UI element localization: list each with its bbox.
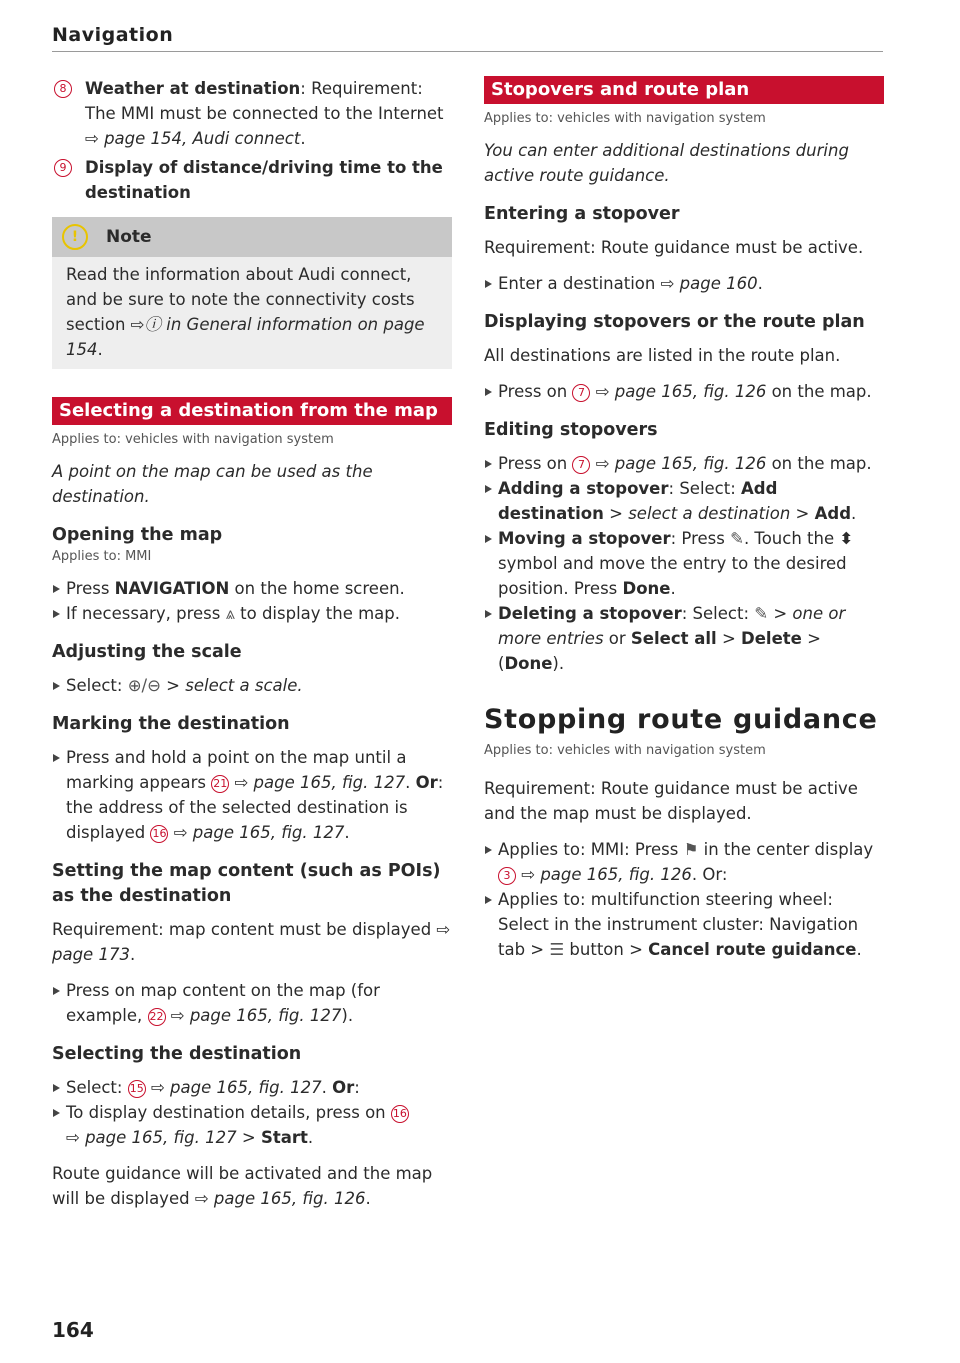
bullet-text: Press on bbox=[498, 382, 573, 401]
page-reference-link[interactable]: ⇨ page 173 bbox=[52, 920, 451, 964]
button-label: Done bbox=[622, 579, 671, 598]
bullet-item bbox=[52, 601, 452, 626]
bullet-title: Adding a stopover bbox=[498, 479, 669, 498]
or-label: Or bbox=[415, 773, 438, 792]
heading-entering-stopover: Entering a stopover bbox=[484, 204, 680, 224]
requirement-text bbox=[52, 917, 452, 967]
punctuation: . bbox=[129, 945, 136, 964]
heading-selecting-destination: Selecting the destination bbox=[52, 1044, 302, 1064]
callout-number: 3 bbox=[498, 867, 516, 885]
section-title-bar: Stopovers and route plan bbox=[484, 76, 884, 104]
zoom-icon: ⊕/⊖ bbox=[127, 676, 161, 695]
bullet-item bbox=[484, 476, 884, 526]
bullet-text: > select a scale. bbox=[160, 676, 303, 695]
punctuation: . bbox=[851, 504, 857, 523]
bullet-text: Select: bbox=[66, 676, 128, 695]
bullet-text: one or more entries bbox=[498, 604, 846, 648]
bullet-item bbox=[484, 601, 884, 676]
bullet-text: To display destination details, press on bbox=[66, 1103, 391, 1122]
bullet-text: button > bbox=[564, 940, 649, 959]
punctuation: . bbox=[307, 1128, 314, 1147]
move-arrows-icon: ⬍ bbox=[839, 529, 854, 548]
heading-displaying-stopovers: Displaying stopovers or the route plan bbox=[484, 312, 865, 332]
bullet-text: : the address of the selected destination is displayed bbox=[66, 773, 444, 842]
callout-number: 22 bbox=[148, 1008, 166, 1026]
bullet-text: If necessary, press bbox=[66, 604, 226, 623]
bullet-item bbox=[484, 526, 884, 601]
bullet-text: > bbox=[236, 1128, 261, 1147]
bullet-item bbox=[484, 271, 884, 296]
page-reference-link[interactable]: ⇨ page 160 bbox=[660, 274, 758, 293]
menu-icon: ☰ bbox=[549, 940, 565, 959]
item-title: Weather at destination bbox=[85, 79, 301, 98]
bullet-text: > ( bbox=[498, 629, 821, 673]
bullet-item bbox=[52, 673, 452, 698]
note-header bbox=[52, 217, 452, 257]
applies-to: Applies to: MMI bbox=[52, 549, 152, 564]
bullet-text: Press bbox=[66, 579, 115, 598]
page-reference-link[interactable]: ⇨ page 165, fig. 127 bbox=[145, 1078, 322, 1097]
requirement-text: Requirement: Route guidance must be active. bbox=[484, 238, 864, 257]
bullet-text: . Touch the bbox=[743, 529, 840, 548]
bullet-text: on the map. bbox=[766, 382, 872, 401]
page-reference-link[interactable]: ⇨ page 165, fig. 126 bbox=[194, 1189, 366, 1208]
bullet-text: Press and hold a point on the map until a marking appears bbox=[66, 748, 407, 792]
bullet-text: . Or: bbox=[691, 865, 728, 884]
bullet-text: select a destination bbox=[628, 504, 791, 523]
bullet-text: symbol and move the entry to the desired position. Press bbox=[498, 554, 847, 598]
button-label: Cancel route guidance bbox=[648, 940, 857, 959]
punctuation: . bbox=[670, 579, 676, 598]
item-title: Display of distance/driving time to the destination bbox=[85, 158, 443, 202]
button-label: Start bbox=[260, 1128, 308, 1147]
bullet-text: Enter a destination bbox=[498, 274, 661, 293]
bullet-text: Applies to: MMI: Press bbox=[498, 840, 684, 859]
note-title: Note bbox=[106, 226, 152, 247]
section-intro: A point on the map can be used as the destination. bbox=[52, 462, 373, 506]
punctuation: ). bbox=[552, 654, 565, 673]
requirement-text: Requirement: Route guidance must be active and the map must be displayed. bbox=[484, 779, 858, 823]
callout-number: 16 bbox=[391, 1105, 409, 1123]
button-label: Delete bbox=[741, 629, 802, 648]
bullet-text: Select: bbox=[66, 1078, 128, 1097]
applies-to: Applies to: vehicles with navigation system bbox=[484, 111, 766, 126]
item-text: : Requirement: The MMI must be connected to the Internet bbox=[85, 79, 444, 123]
right-column bbox=[484, 76, 884, 962]
map-icon: ⩓ bbox=[225, 604, 235, 623]
bullet-text: or bbox=[603, 629, 631, 648]
button-label: Done bbox=[504, 654, 553, 673]
bullet-title: Moving a stopover bbox=[498, 529, 671, 548]
bullet-text: . bbox=[321, 1078, 333, 1097]
bullet-item bbox=[52, 745, 452, 845]
edit-icon: ✎ bbox=[730, 529, 744, 548]
bullet-text: Press on map content on the map (for example, bbox=[66, 981, 380, 1025]
bullet-text: on the home screen. bbox=[229, 579, 405, 598]
heading-marking-destination: Marking the destination bbox=[52, 714, 290, 734]
bullet-item bbox=[52, 1075, 452, 1100]
note-body bbox=[52, 257, 452, 369]
callout-number: 9 bbox=[54, 159, 72, 177]
bullet-text: Press on bbox=[498, 454, 573, 473]
page-reference-link[interactable]: ⇨ page 165, fig. 126 bbox=[590, 382, 767, 401]
page-reference-link[interactable]: ⇨ⓘ in General information on page 154 bbox=[66, 315, 425, 359]
callout-number: 16 bbox=[150, 825, 168, 843]
list-item-weather bbox=[52, 76, 452, 151]
page-reference-link[interactable]: ⇨ page 165, fig. 127 bbox=[165, 1006, 342, 1025]
bullet-text: : Select: bbox=[681, 604, 755, 623]
button-label: NAVIGATION bbox=[114, 579, 230, 598]
callout-number: 15 bbox=[128, 1080, 146, 1098]
page-reference-link[interactable]: ⇨ page 165, fig. 127 bbox=[168, 823, 345, 842]
page-number: 164 bbox=[52, 1318, 94, 1342]
bullet-text: in the center display bbox=[698, 840, 874, 859]
list-item-distance bbox=[52, 155, 452, 205]
body-text: All destinations are listed in the route plan. bbox=[484, 346, 841, 365]
heading-opening-map: Opening the map bbox=[52, 525, 223, 545]
applies-to: Applies to: vehicles with navigation system bbox=[484, 743, 766, 758]
left-column bbox=[52, 76, 452, 1211]
page-reference-link[interactable]: ⇨ page 165, fig. 126 bbox=[590, 454, 767, 473]
page-reference-link[interactable]: ⇨ page 165, fig. 126 bbox=[516, 865, 692, 884]
note-icon: ! bbox=[62, 224, 88, 250]
outro-text bbox=[52, 1161, 452, 1211]
bullet-text: > bbox=[716, 629, 742, 648]
header-divider bbox=[52, 51, 883, 52]
applies-to: Applies to: vehicles with navigation system bbox=[52, 432, 334, 447]
bullet-title: Deleting a stopover bbox=[498, 604, 682, 623]
punctuation: . bbox=[856, 940, 862, 959]
bullet-item bbox=[484, 451, 884, 476]
or-label: Or bbox=[332, 1078, 355, 1097]
bullet-text: Applies to: multifunction steering wheel: Select in the instrument cluster: Navigation tab > bbox=[498, 890, 859, 959]
bullet-text: > bbox=[790, 504, 815, 523]
bullet-item bbox=[484, 887, 884, 962]
page-reference-link[interactable]: ⇨ page 165, fig. 127 bbox=[66, 1128, 237, 1147]
callout-number: 7 bbox=[572, 456, 590, 474]
section-title-bar: Selecting a destination from the map bbox=[52, 397, 452, 425]
bullet-text: on the map. bbox=[766, 454, 872, 473]
bullet-text: : Press bbox=[670, 529, 731, 548]
bullet-text: to display the map. bbox=[234, 604, 401, 623]
heading-editing-stopovers: Editing stopovers bbox=[484, 420, 658, 440]
section-header: Navigation bbox=[52, 24, 174, 46]
bullet-item bbox=[484, 379, 884, 404]
callout-number: 21 bbox=[211, 775, 229, 793]
req-text: Requirement: map content must be displayed bbox=[52, 920, 437, 939]
punctuation: . bbox=[344, 823, 350, 842]
heading-adjusting-scale: Adjusting the scale bbox=[52, 642, 242, 662]
bullet-item bbox=[52, 1100, 452, 1150]
button-label: Select all bbox=[630, 629, 717, 648]
note-box bbox=[52, 217, 452, 369]
button-label: Add bbox=[814, 504, 852, 523]
heading-map-content: Setting the map content (such as POIs) as the destination bbox=[52, 861, 441, 906]
button-label: Add destination bbox=[498, 479, 778, 523]
punctuation: ). bbox=[341, 1006, 354, 1025]
flag-icon: ⚑ bbox=[683, 840, 699, 859]
edit-icon: ✎ bbox=[754, 604, 769, 623]
bullet-item bbox=[52, 978, 452, 1028]
punctuation: . bbox=[300, 129, 306, 148]
body-text: Route guidance will be activated and the map will be displayed bbox=[52, 1164, 433, 1208]
punctuation: . bbox=[757, 274, 763, 293]
punctuation: . bbox=[365, 1189, 371, 1208]
bullet-text: > bbox=[768, 604, 793, 623]
page-reference-link[interactable]: ⇨ page 154, Audi connect bbox=[85, 129, 301, 148]
punctuation: : bbox=[354, 1078, 360, 1097]
bullet-text: . bbox=[405, 773, 416, 792]
punctuation: . bbox=[97, 340, 103, 359]
bullet-text: : Select: bbox=[668, 479, 742, 498]
bullet-text: > bbox=[603, 504, 629, 523]
bullet-item bbox=[484, 837, 884, 887]
section-intro: You can enter additional destinations during active route guidance. bbox=[484, 141, 849, 185]
callout-number: 8 bbox=[54, 80, 72, 98]
note-text: Read the information about Audi connect, and be sure to note the connectivity costs section bbox=[66, 265, 415, 334]
callout-number: 7 bbox=[572, 384, 590, 402]
page-reference-link[interactable]: ⇨ page 165, fig. 127 bbox=[229, 773, 406, 792]
heading-stopping-route-guidance: Stopping route guidance bbox=[484, 704, 878, 735]
bullet-item bbox=[52, 576, 452, 601]
